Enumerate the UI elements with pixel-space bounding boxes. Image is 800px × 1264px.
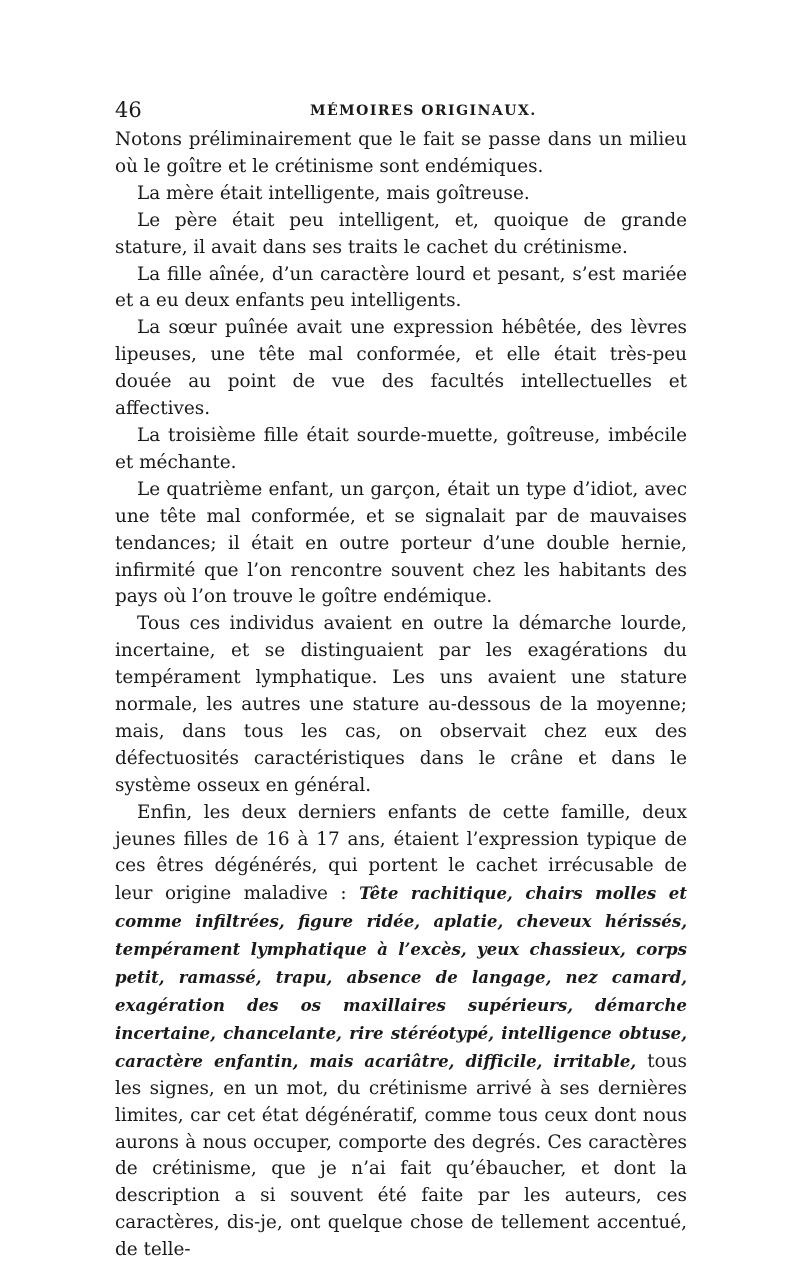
paragraph-1: Notons préliminairement que le fait se passe dans un milieu où le goître et le crétinisme sont endémiques. (115, 129, 687, 177)
paragraph-9 (115, 800, 687, 1264)
paragraph-7: Le quatrième enfant, un garçon, était un type d’idiot, avec une tête mal conformée, et se signalait par de mauvaises tendances; il était en outre porteur d’une double hernie, infirmité que l’on rencontre souvent chez les habitants des pays où l’on trouve le goître endémique. (115, 478, 687, 608)
paragraph-5: La sœur puînée avait une expression hébêtée, des lèvres lipeuses, une tête mal conformée, et elle était très-peu douée au point de vue des facultés intellectuelles et affectives. (115, 317, 687, 420)
paragraph-2: La mère était intelligente, mais goîtreuse. (137, 182, 530, 204)
paragraph-8: Tous ces individus avaient en outre la démarche lourde, incertaine, et se distinguaient par les exagérations du tempérament lymphatique. Les uns avaient une stature normale, les autres une stature au-dessous de la moyenne; mais, dans tous les cas, on observait chez eux des défectuosités caractéristiques dans le crâne et dans le système osseux en général. (115, 613, 687, 796)
body-text (115, 127, 687, 1264)
paragraph-9-italic-description: Tête rachitique, chairs molles et comme infiltrées, figure ridée, aplatie, cheveux hérissés, tempérament lymphatique à l’excès, yeux chassieux, corps petit, ramassé, trapu, absence de langage, nez camard, exagération des os maxillaires supérieurs, démarche incertaine, chancelante, rire stéréotypé, intelligence obtuse, caractère enfantin, mais acariâtre, difficile, irritable, (115, 883, 687, 1071)
paragraph-6: La troisième fille était sourde-muette, goîtreuse, imbécile et méchante. (115, 424, 687, 473)
page-number: 46 (115, 98, 142, 122)
paragraph-3: Le père était peu intelligent, et, quoique de grande stature, il avait dans ses traits le cachet du crétinisme. (115, 209, 687, 258)
paragraph-9-lead: Enfin, les deux derniers enfants de cette famille, deux jeunes filles de 16 à 17 ans, étaient l’expression typique de ces êtres dégénérés, qui portent le cachet irrécusable de leur origine maladive : (115, 801, 687, 905)
paragraph-4: La fille aînée, d’un caractère lourd et pesant, s’est mariée et a eu deux enfants peu intelligents. (115, 263, 687, 312)
running-title: MÉMOIRES ORIGINAUX. (310, 103, 537, 119)
page-header (115, 96, 687, 124)
paragraph-9-tail: tous les signes, en un mot, du crétinisme arrivé à ses dernières limites, car cet état dégénératif, comme tous ceux dont nous aurons à nous occuper, comporte des degrés. Ces caractères de crétinisme, que je n’ai fait qu’ébaucher, et dont la description a si souvent été faite par les auteurs, ces caractères, dis-je, ont quelque chose de tellement accentué, de telle- (115, 1050, 687, 1261)
